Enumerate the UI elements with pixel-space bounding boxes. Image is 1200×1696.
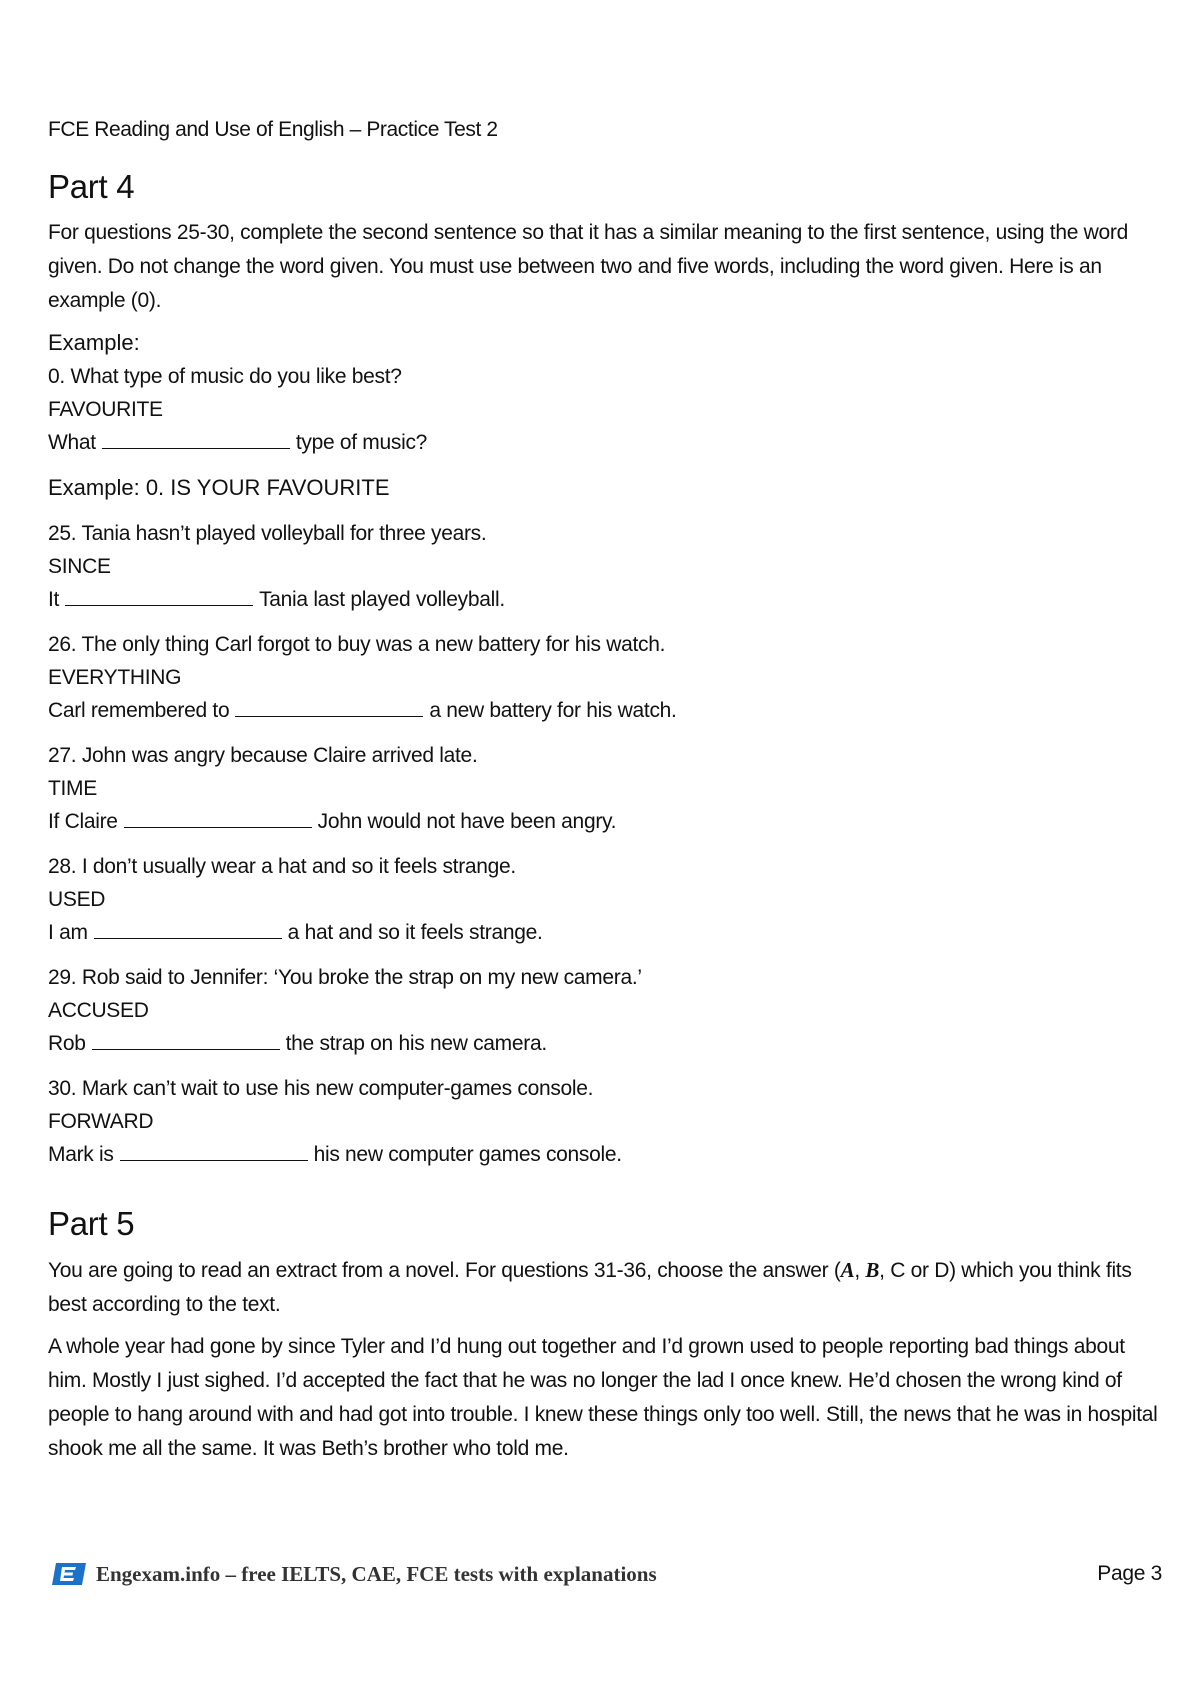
gap-before: It [48,588,60,611]
answer-blank[interactable] [94,920,282,939]
page-footer [52,1559,1162,1589]
example-answer: Example: 0. IS YOUR FAVOURITE [48,475,390,500]
question-gap-line [48,1138,1158,1171]
question-sentence: 30. Mark can’t wait to use his new computer-games console. [48,1077,594,1100]
question-keyword: USED [48,888,106,911]
part5-passage: A whole year had gone by since Tyler and I’d hung out together and I’d grown used to people reporting bad things about him. Mostly I just sighed. I’d accepted the fact that he was no longer the lad I once knew. He’d chosen the wrong kind of people to hang around with and had got into trouble. I knew these things only too well. Still, the news that he was in hospital shook me all the same. It was Beth’s brother who told me. [48,1335,1158,1460]
question-25 [48,517,1158,616]
gap-after: a new battery for his watch. [429,699,677,722]
option-a-label: A [840,1258,855,1282]
example-block [48,326,1158,459]
gap-before: Carl remembered to [48,699,230,722]
question-keyword: SINCE [48,555,111,578]
question-sentence: 26. The only thing Carl forgot to buy was a new battery for his watch. [48,633,666,656]
question-sentence: 28. I don’t usually wear a hat and so it feels strange. [48,855,516,878]
question-gap-line [48,583,1158,616]
question-gap-line [48,805,1158,838]
gap-after: a hat and so it feels strange. [287,921,543,944]
answer-blank[interactable] [65,587,253,606]
page-number: Page 3 [1097,1562,1162,1585]
gap-after: Tania last played volleyball. [259,588,505,611]
example-label: Example: [48,330,140,355]
answer-blank[interactable] [92,1031,280,1050]
question-gap-line [48,916,1158,949]
gap-before: Mark is [48,1143,114,1166]
part5-section [48,1205,1158,1466]
page-content [48,118,1158,1474]
question-29 [48,961,1158,1060]
gap-before: Rob [48,1032,86,1055]
question-keyword: FORWARD [48,1110,154,1133]
question-keyword: ACCUSED [48,999,149,1022]
question-keyword: TIME [48,777,97,800]
question-28 [48,850,1158,949]
question-sentence: 25. Tania hasn’t played volleyball for three years. [48,522,487,545]
answer-blank[interactable] [124,809,312,828]
gap-before: If Claire [48,810,118,833]
question-sentence: 27. John was angry because Claire arrived late. [48,744,478,767]
example-sentence: 0. What type of music do you like best? [48,365,402,388]
question-gap-line [48,1027,1158,1060]
example-before: What [48,431,96,454]
example-blank[interactable] [102,430,290,449]
question-27 [48,739,1158,838]
document-header: FCE Reading and Use of English – Practice Test 2 [48,118,498,141]
question-sentence: 29. Rob said to Jennifer: ‘You broke the strap on my new camera.’ [48,966,642,989]
question-26 [48,628,1158,727]
part4-instructions: For questions 25-30, complete the second sentence so that it has a similar meaning to the first sentence, using the word given. Do not change the word given. You must use between two and five words, including the word given. Here is an example (0). [48,221,1128,312]
gap-before: I am [48,921,88,944]
option-b-label: B [865,1258,880,1282]
part5-title: Part 5 [48,1205,135,1242]
answer-blank[interactable] [120,1142,308,1161]
engexam-logo-icon [52,1563,86,1585]
question-30 [48,1072,1158,1171]
gap-after: his new computer games console. [313,1143,622,1166]
answer-blank[interactable] [235,698,423,717]
gap-after: the strap on his new camera. [285,1032,547,1055]
question-gap-line [48,694,1158,727]
question-keyword: EVERYTHING [48,666,182,689]
instructions-text: You are going to read an extract from a novel. For questions 31-36, choose the answer ( [48,1259,841,1282]
example-gap-line [48,426,1158,459]
part4-title: Part 4 [48,168,135,205]
example-keyword: FAVOURITE [48,398,163,421]
part5-instructions [48,1253,1158,1322]
footer-brand[interactable]: Engexam.info – free IELTS, CAE, FCE tests with explanations [96,1562,657,1586]
option-separator: , [854,1259,866,1282]
example-after: type of music? [295,431,428,454]
gap-after: John would not have been angry. [317,810,617,833]
instructions-text: , C or D) which you think fits best according to the text. [48,1259,1132,1316]
